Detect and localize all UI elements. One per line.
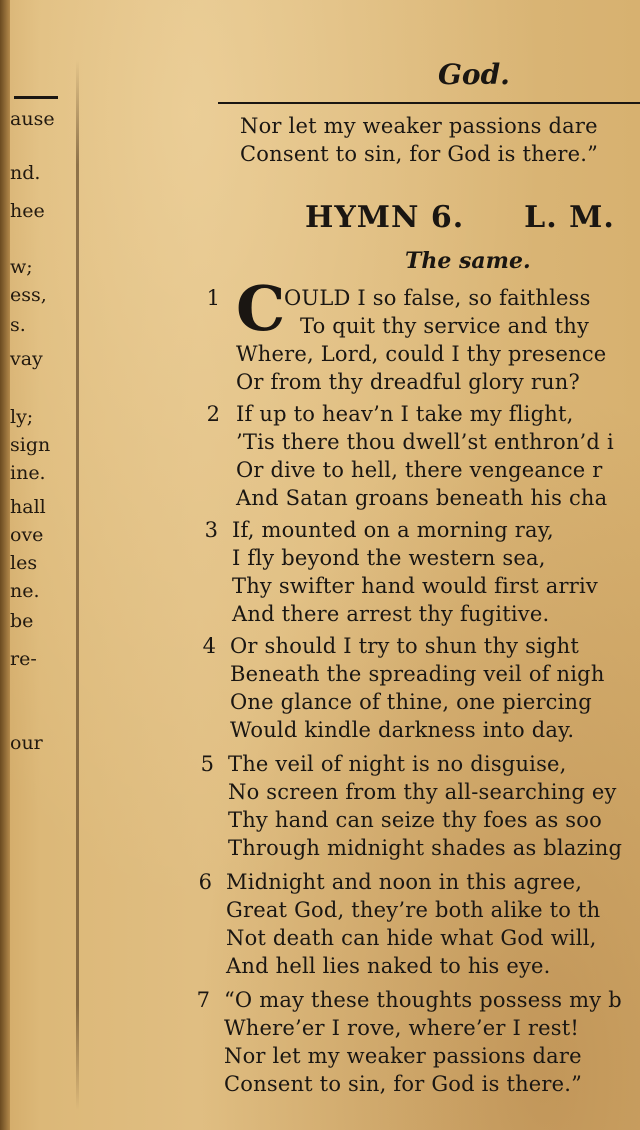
margin-fragment: re- [10,648,37,670]
margin-fragment: ess, [10,284,47,306]
stanza-line: Where, Lord, could I thy presence [236,342,607,366]
stanza-line: And hell lies naked to his eye. [226,954,551,978]
stanza-line: Not death can hide what God will, [226,926,597,950]
margin-fragment: sign [10,434,51,456]
stanza-line: Midnight and noon in this agree, [226,870,583,894]
hymn-metre: L. M. [524,200,615,235]
margin-fragment: nd. [10,162,41,184]
margin-fragment: be [10,610,34,632]
margin-fragment: w; [10,256,33,278]
stanza-line: If, mounted on a morning ray, [232,518,554,542]
page-fold [76,60,79,1110]
margin-fragment: our [10,732,43,754]
stanza-number: 2 [206,402,220,426]
binding-gutter [0,0,10,1130]
stanza-line: Beneath the spreading veil of nigh [230,662,605,686]
margin-fragment: ne. [10,580,40,602]
stanza-number: 4 [202,634,216,658]
stanza-line: To quit thy service and thy [300,314,590,338]
stanza-line: And Satan groans beneath his cha [236,486,608,510]
margin-fragment: hee [10,200,45,222]
stanza-line: Would kindle darkness into day. [230,718,575,742]
stanza-line: No screen from thy all-searching ey [228,780,617,804]
stanza-line: Thy swifter hand would first arriv [232,574,598,598]
stanza-line: One glance of thine, one piercing [230,690,592,714]
running-header: God. [438,58,510,91]
hymn-subtitle: The same. [405,248,531,274]
stanza-line: If up to heav’n I take my flight, [236,402,574,426]
facing-page-rule [14,96,58,99]
margin-fragment: ine. [10,462,46,484]
margin-fragment: s. [10,314,26,336]
margin-fragment: ove [10,524,44,546]
stanza-line: Or from thy dreadful glory run? [236,370,580,394]
stanza-number: 6 [198,870,212,894]
stanza-number: 1 [206,286,220,310]
stanza-line: Great God, they’re both alike to th [226,898,601,922]
margin-fragment: vay [10,348,43,370]
margin-fragment: hall [10,496,46,518]
margin-fragment: les [10,552,38,574]
stanza-line: I fly beyond the western sea, [232,546,546,570]
prev-hymn-line: Nor let my weaker passions dare [240,114,598,138]
stanza-line: Thy hand can seize thy foes as soo [228,808,602,832]
stanza-line: The veil of night is no disguise, [228,752,567,776]
stanza-line: Nor let my weaker passions dare [224,1044,582,1068]
stanza-number: 3 [204,518,218,542]
facing-page-edge [10,0,76,1130]
hymn-title [305,200,615,235]
stanza-line: Or should I try to shun thy sight [230,634,580,658]
stanza-line: “O may these thoughts possess my b [224,988,622,1012]
stanza-line: And there arrest thy fugitive. [232,602,550,626]
stanza-number: 7 [196,988,210,1012]
stanza-number: 5 [200,752,214,776]
stanza-line: Through midnight shades as blazing [228,836,623,860]
margin-fragment: ly; [10,406,34,428]
stanza-line: Consent to sin, for God is there.” [224,1072,583,1096]
stanza-line: OULD I so false, so faithless [284,286,591,310]
stanza-line: ’Tis there thou dwell’st enthron’d i [236,430,614,454]
prev-hymn-line: Consent to sin, for God is there.” [240,142,599,166]
hymn-number-label: HYMN 6. [305,200,465,235]
margin-fragment: ause [10,108,55,130]
header-rule [218,102,640,104]
drop-capital: C [236,272,286,345]
stanza-line: Or dive to hell, there vengeance r [236,458,603,482]
stanza-line: Where’er I rove, where’er I rest! [224,1016,580,1040]
